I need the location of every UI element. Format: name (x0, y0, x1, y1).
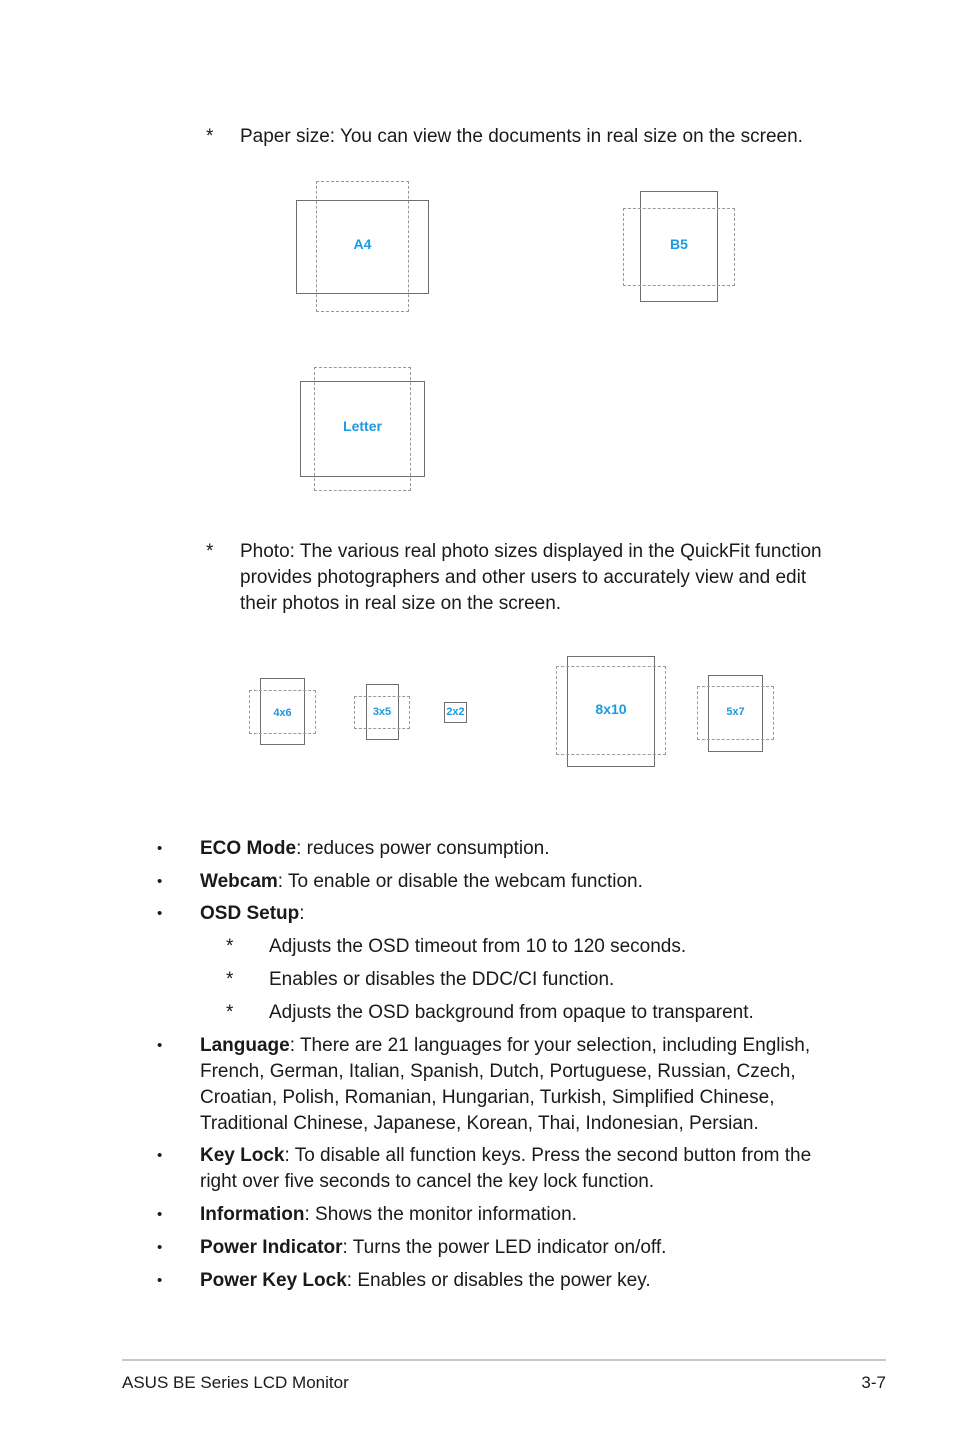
webcam-desc: : To enable or disable the webcam function. (277, 871, 643, 892)
language-line: French, German, Italian, Spanish, Dutch, Portuguese, Russian, Czech, (200, 1061, 796, 1082)
photo-asterisk: * (206, 541, 214, 562)
page-number: 3-7 (861, 1373, 886, 1392)
photo-5x7-label: 5x7 (726, 706, 745, 718)
webcam-term: Webcam (200, 871, 278, 892)
b5-label: B5 (670, 236, 688, 252)
bullet-icon: • (157, 1239, 163, 1256)
letter-label: Letter (343, 418, 382, 434)
bullet-icon: • (157, 1037, 163, 1054)
language-line: Traditional Chinese, Japanese, Korean, Thai, Indonesian, Persian. (200, 1113, 759, 1134)
webcam-item (200, 869, 643, 895)
bullet-icon: • (157, 1206, 163, 1223)
information-desc: : Shows the monitor information. (304, 1204, 577, 1225)
photo-text-line: provides photographers and other users to accurately view and edit (240, 567, 807, 588)
language-desc: : There are 21 languages for your selection, including English, (289, 1035, 811, 1056)
eco-mode-term: ECO Mode (200, 838, 297, 859)
bullet-icon: • (157, 873, 163, 890)
osd-setup-item (200, 901, 305, 927)
power-key-lock-term: Power Key Lock (200, 1270, 347, 1291)
language-item (200, 1033, 810, 1059)
language-term: Language (200, 1035, 290, 1056)
osd-sub-asterisk: * (226, 936, 234, 957)
power-key-lock-item (200, 1268, 651, 1294)
power-key-lock-desc: : Enables or disables the power key. (346, 1270, 651, 1291)
footer-divider (122, 1359, 886, 1361)
power-indicator-item (200, 1235, 666, 1261)
power-indicator-term: Power Indicator (200, 1237, 343, 1258)
a4-label: A4 (353, 236, 372, 252)
osd-setup-desc: : (299, 903, 305, 924)
osd-setup-term: OSD Setup (200, 903, 300, 924)
osd-sub-item: Enables or disables the DDC/CI function. (269, 969, 615, 990)
bullet-icon: • (157, 1147, 163, 1164)
power-indicator-desc: : Turns the power LED indicator on/off. (342, 1237, 667, 1258)
osd-sub-item: Adjusts the OSD timeout from 10 to 120 seconds. (269, 936, 687, 957)
eco-mode-item (200, 836, 550, 862)
key-lock-line: right over five seconds to cancel the key lock function. (200, 1171, 655, 1192)
osd-sub-asterisk: * (226, 1002, 234, 1023)
eco-mode-desc: : reduces power consumption. (296, 838, 550, 859)
paper-size-text: Paper size: You can view the documents in real size on the screen. (240, 126, 803, 147)
bullet-icon: • (157, 1272, 163, 1289)
osd-sub-asterisk: * (226, 969, 234, 990)
language-line: Croatian, Polish, Romanian, Hungarian, Turkish, Simplified Chinese, (200, 1087, 775, 1108)
photo-text-line: their photos in real size on the screen. (240, 593, 562, 614)
photo-8x10-label: 8x10 (595, 701, 627, 717)
key-lock-item (200, 1143, 811, 1169)
photo-4x6-label: 4x6 (273, 707, 292, 719)
bullet-icon: • (157, 840, 163, 857)
photo-2x2-label: 2x2 (446, 706, 465, 718)
footer-title: ASUS BE Series LCD Monitor (122, 1373, 349, 1392)
photo-text-line: Photo: The various real photo sizes displayed in the QuickFit function (240, 541, 822, 562)
information-term: Information (200, 1204, 305, 1225)
information-item (200, 1202, 577, 1228)
bullet-icon: • (157, 905, 163, 922)
key-lock-term: Key Lock (200, 1145, 285, 1166)
osd-sub-item: Adjusts the OSD background from opaque to transparent. (269, 1002, 754, 1023)
paper-asterisk: * (206, 126, 214, 147)
key-lock-desc: : To disable all function keys. Press the second button from the (284, 1145, 812, 1166)
photo-3x5-label: 3x5 (372, 706, 392, 718)
